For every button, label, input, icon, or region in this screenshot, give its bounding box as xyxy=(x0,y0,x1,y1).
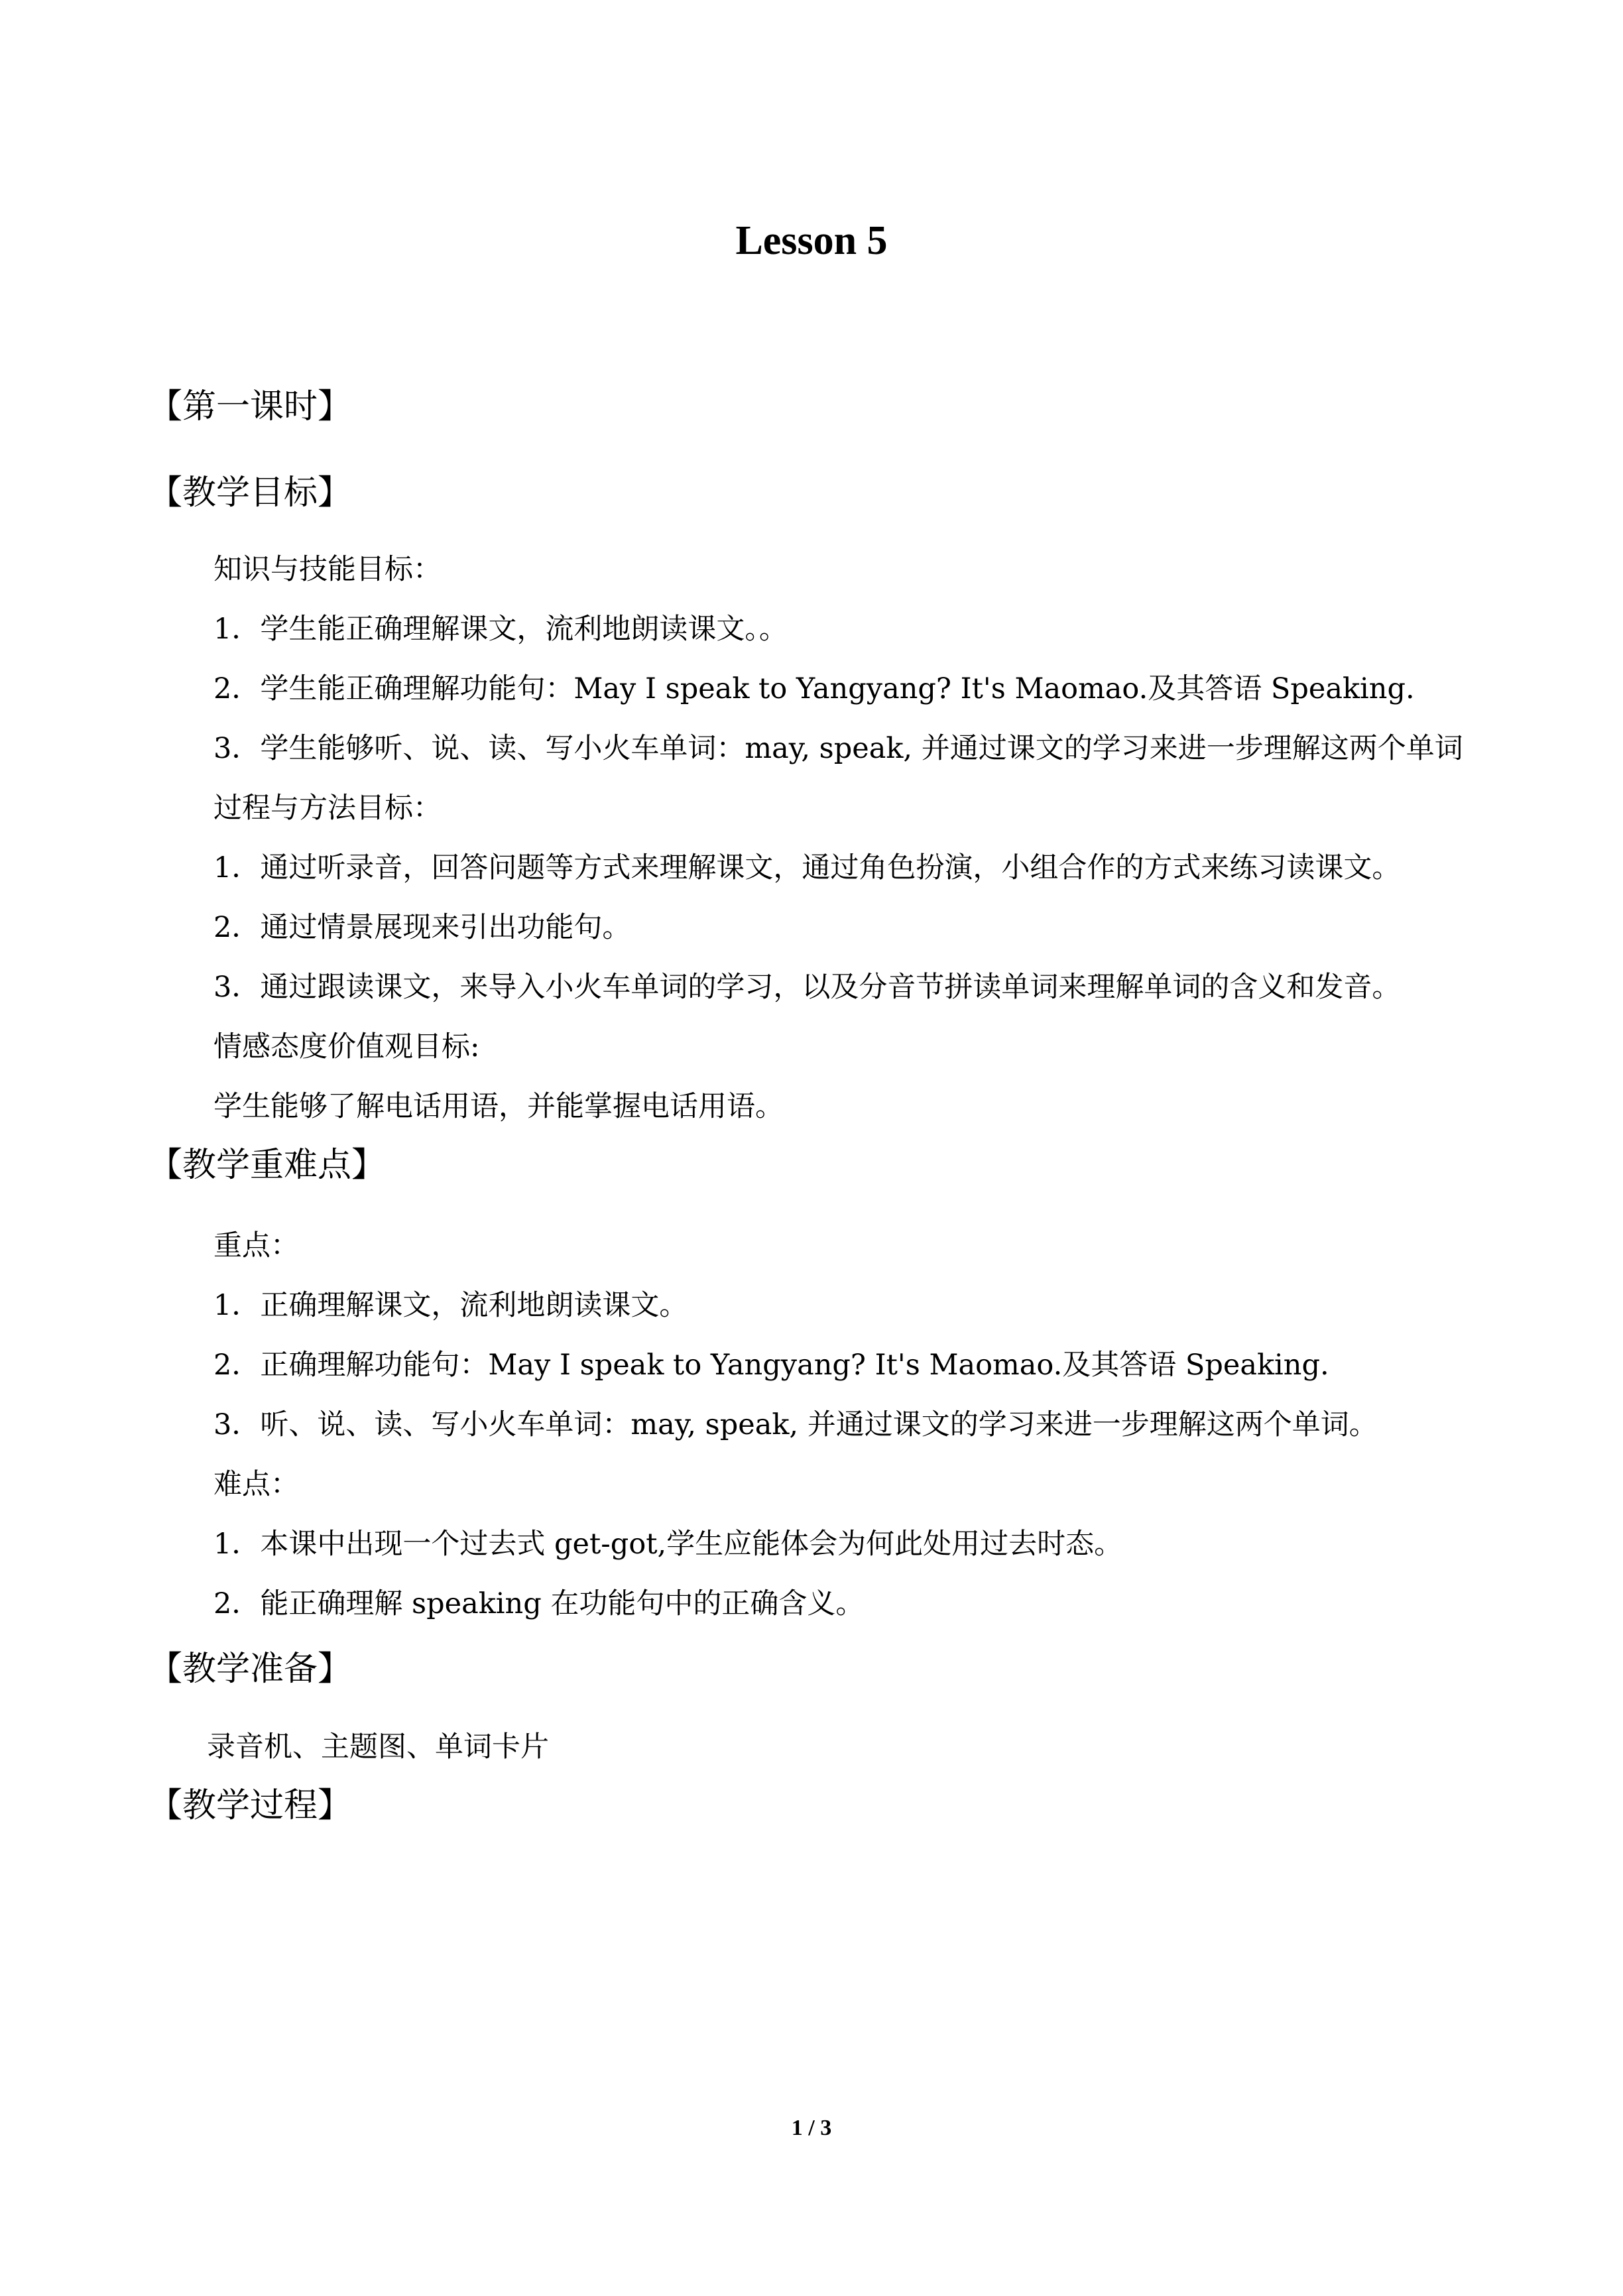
section-heading-preparation: 【教学准备】 xyxy=(149,1650,352,1689)
difficulty-label: 难点： xyxy=(213,1468,299,1501)
preparation-items: 录音机、主题图、单词卡片 xyxy=(207,1730,549,1764)
emotion-label: 情感态度价值观目标: xyxy=(213,1030,480,1063)
focus-f3: 3．听、说、读、写小火车单词：may, speak, 并通过课文的学习来进一步理解这两个单词。 xyxy=(213,1408,1378,1441)
objective-e1: 学生能够了解电话用语，并能掌握电话用语。 xyxy=(213,1090,784,1123)
difficulty-d1: 1．本课中出现一个过去式 get-got,学生应能体会为何此处用过去时态。 xyxy=(213,1528,1123,1561)
page-title: Lesson 5 xyxy=(735,218,888,263)
objective-p1: 1．通过听录音，回答问题等方式来理解课文，通过角色扮演，小组合作的方式来练习读课文。 xyxy=(213,851,1401,884)
process-label: 过程与方法目标： xyxy=(213,792,442,825)
objective-k1: 1．学生能正确理解课文，流利地朗读课文。。 xyxy=(213,613,788,646)
focus-f1: 1．正确理解课文，流利地朗读课文。 xyxy=(213,1289,688,1322)
section-heading-key-points: 【教学重难点】 xyxy=(149,1146,386,1185)
objective-p3: 3．通过跟读课文，来导入小火车单词的学习，以及分音节拼读单词来理解单词的含义和发音。 xyxy=(213,971,1401,1004)
objective-k2: 2．学生能正确理解功能句：May I speak to Yangyang? It's Maomao.及其答语 Speaking. xyxy=(213,672,1415,705)
document-body xyxy=(149,383,1485,1830)
focus-f2: 2．正确理解功能句：May I speak to Yangyang? It's Maomao.及其答语 Speaking. xyxy=(213,1349,1329,1382)
objective-p2: 2．通过情景展现来引出功能句。 xyxy=(213,911,631,944)
section-heading-period: 【第一课时】 xyxy=(149,387,352,426)
section-heading-process: 【教学过程】 xyxy=(149,1786,352,1825)
knowledge-label: 知识与技能目标： xyxy=(213,553,442,586)
page-number: 1 / 3 xyxy=(791,2116,832,2140)
focus-label: 重点： xyxy=(213,1229,299,1262)
objective-k3: 3．学生能够听、说、读、写小火车单词：may, speak, 并通过课文的学习来进一步理解这两个单词 xyxy=(213,732,1463,765)
difficulty-d2: 2．能正确理解 speaking 在功能句中的正确含义。 xyxy=(213,1587,865,1620)
section-heading-objectives: 【教学目标】 xyxy=(149,473,352,513)
